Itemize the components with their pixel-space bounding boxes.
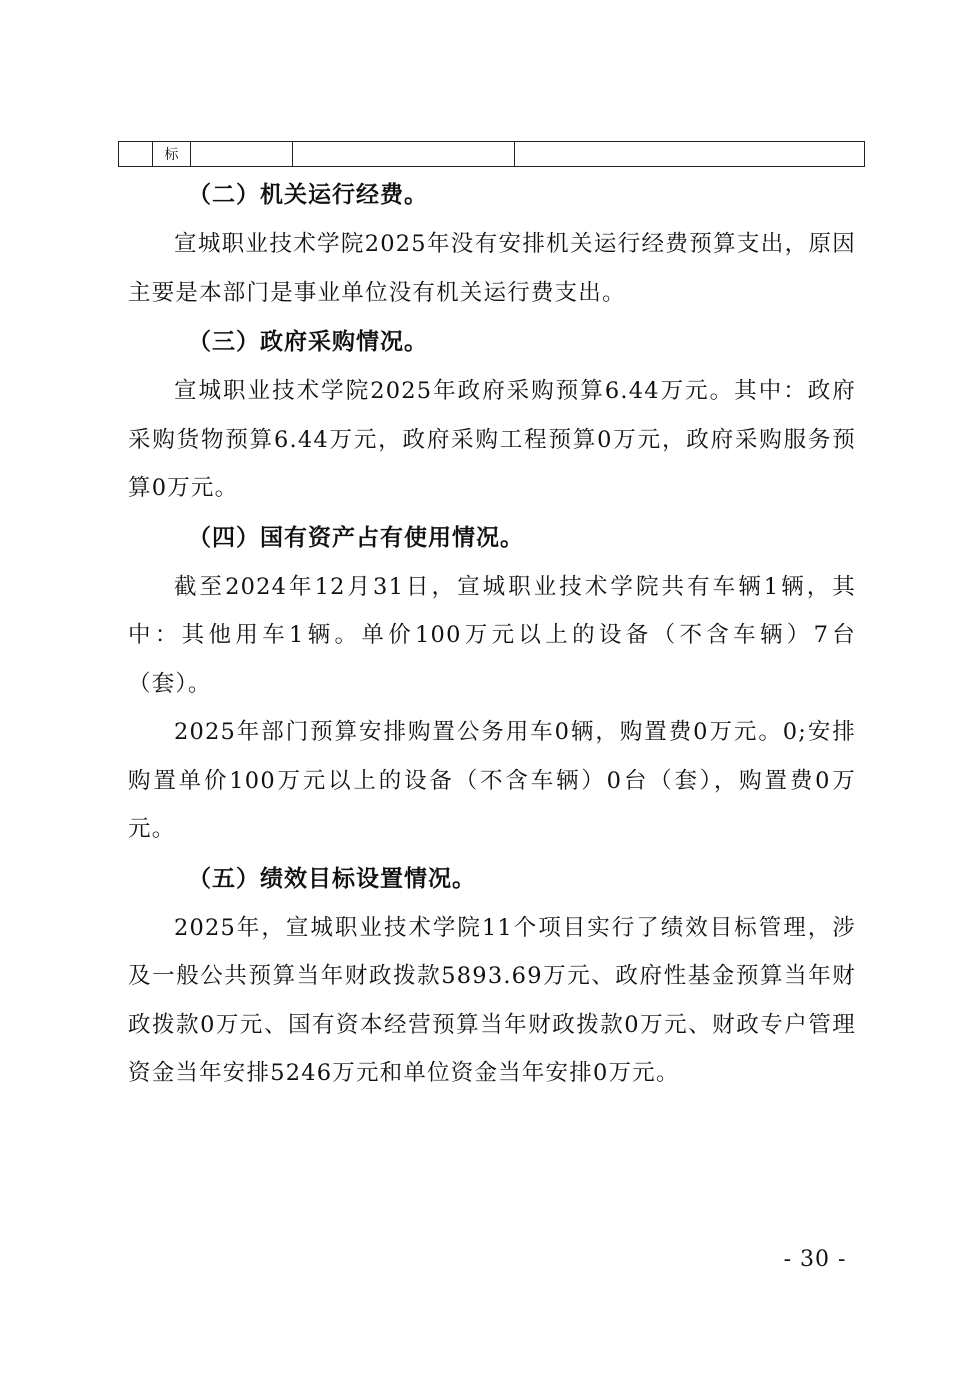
table-cell	[119, 142, 153, 167]
section-heading-operating-expenses: （二）机关运行经费。	[188, 182, 428, 208]
table-cell	[293, 142, 515, 167]
table-row	[119, 142, 865, 167]
table-fragment	[118, 141, 865, 167]
section-heading-performance-targets: （五）绩效目标设置情况。	[188, 865, 476, 892]
section-heading-government-procurement: （三）政府采购情况。	[188, 329, 428, 355]
paragraph-government-procurement: 宣城职业技术学院2025年政府采购预算6.44万元。其中：政府采购货物预算6.44万元，政府采购工程预算0万元，政府采购服务预算0万元。	[128, 378, 856, 501]
table-cell	[191, 142, 293, 167]
table-cell	[515, 142, 865, 167]
page-number: - 30 -	[783, 1247, 847, 1272]
paragraph-operating-expenses: 宣城职业技术学院2025年没有安排机关运行经费预算支出，原因主要是本部门是事业单位没有机关运行费支出。	[128, 231, 856, 306]
section-heading-state-assets: （四）国有资产占有使用情况。	[188, 524, 524, 551]
paragraph-state-assets: 截至2024年12月31日，宣城职业技术学院共有车辆1辆，其中：其他用车1辆。单价100万元以上的设备（不含车辆）7台（套）。	[128, 573, 856, 697]
document-body	[128, 170, 856, 1098]
paragraph-performance-targets: 2025年，宣城职业技术学院11个项目实行了绩效目标管理，涉及一般公共预算当年财政拨款5893.69万元、政府性基金预算当年财政拨款0万元、国有资本经营预算当年财政拨款0万元、财政专户管理资金当年安排5246万元和单位资金当年安排0万元。	[128, 914, 856, 1086]
paragraph-vehicle-purchase: 2025年部门预算安排购置公务用车0辆，购置费0万元。0;安排购置单价100万元以上的设备（不含车辆）0台（套），购置费0万元。	[128, 719, 856, 842]
table-cell: 标	[153, 142, 191, 167]
